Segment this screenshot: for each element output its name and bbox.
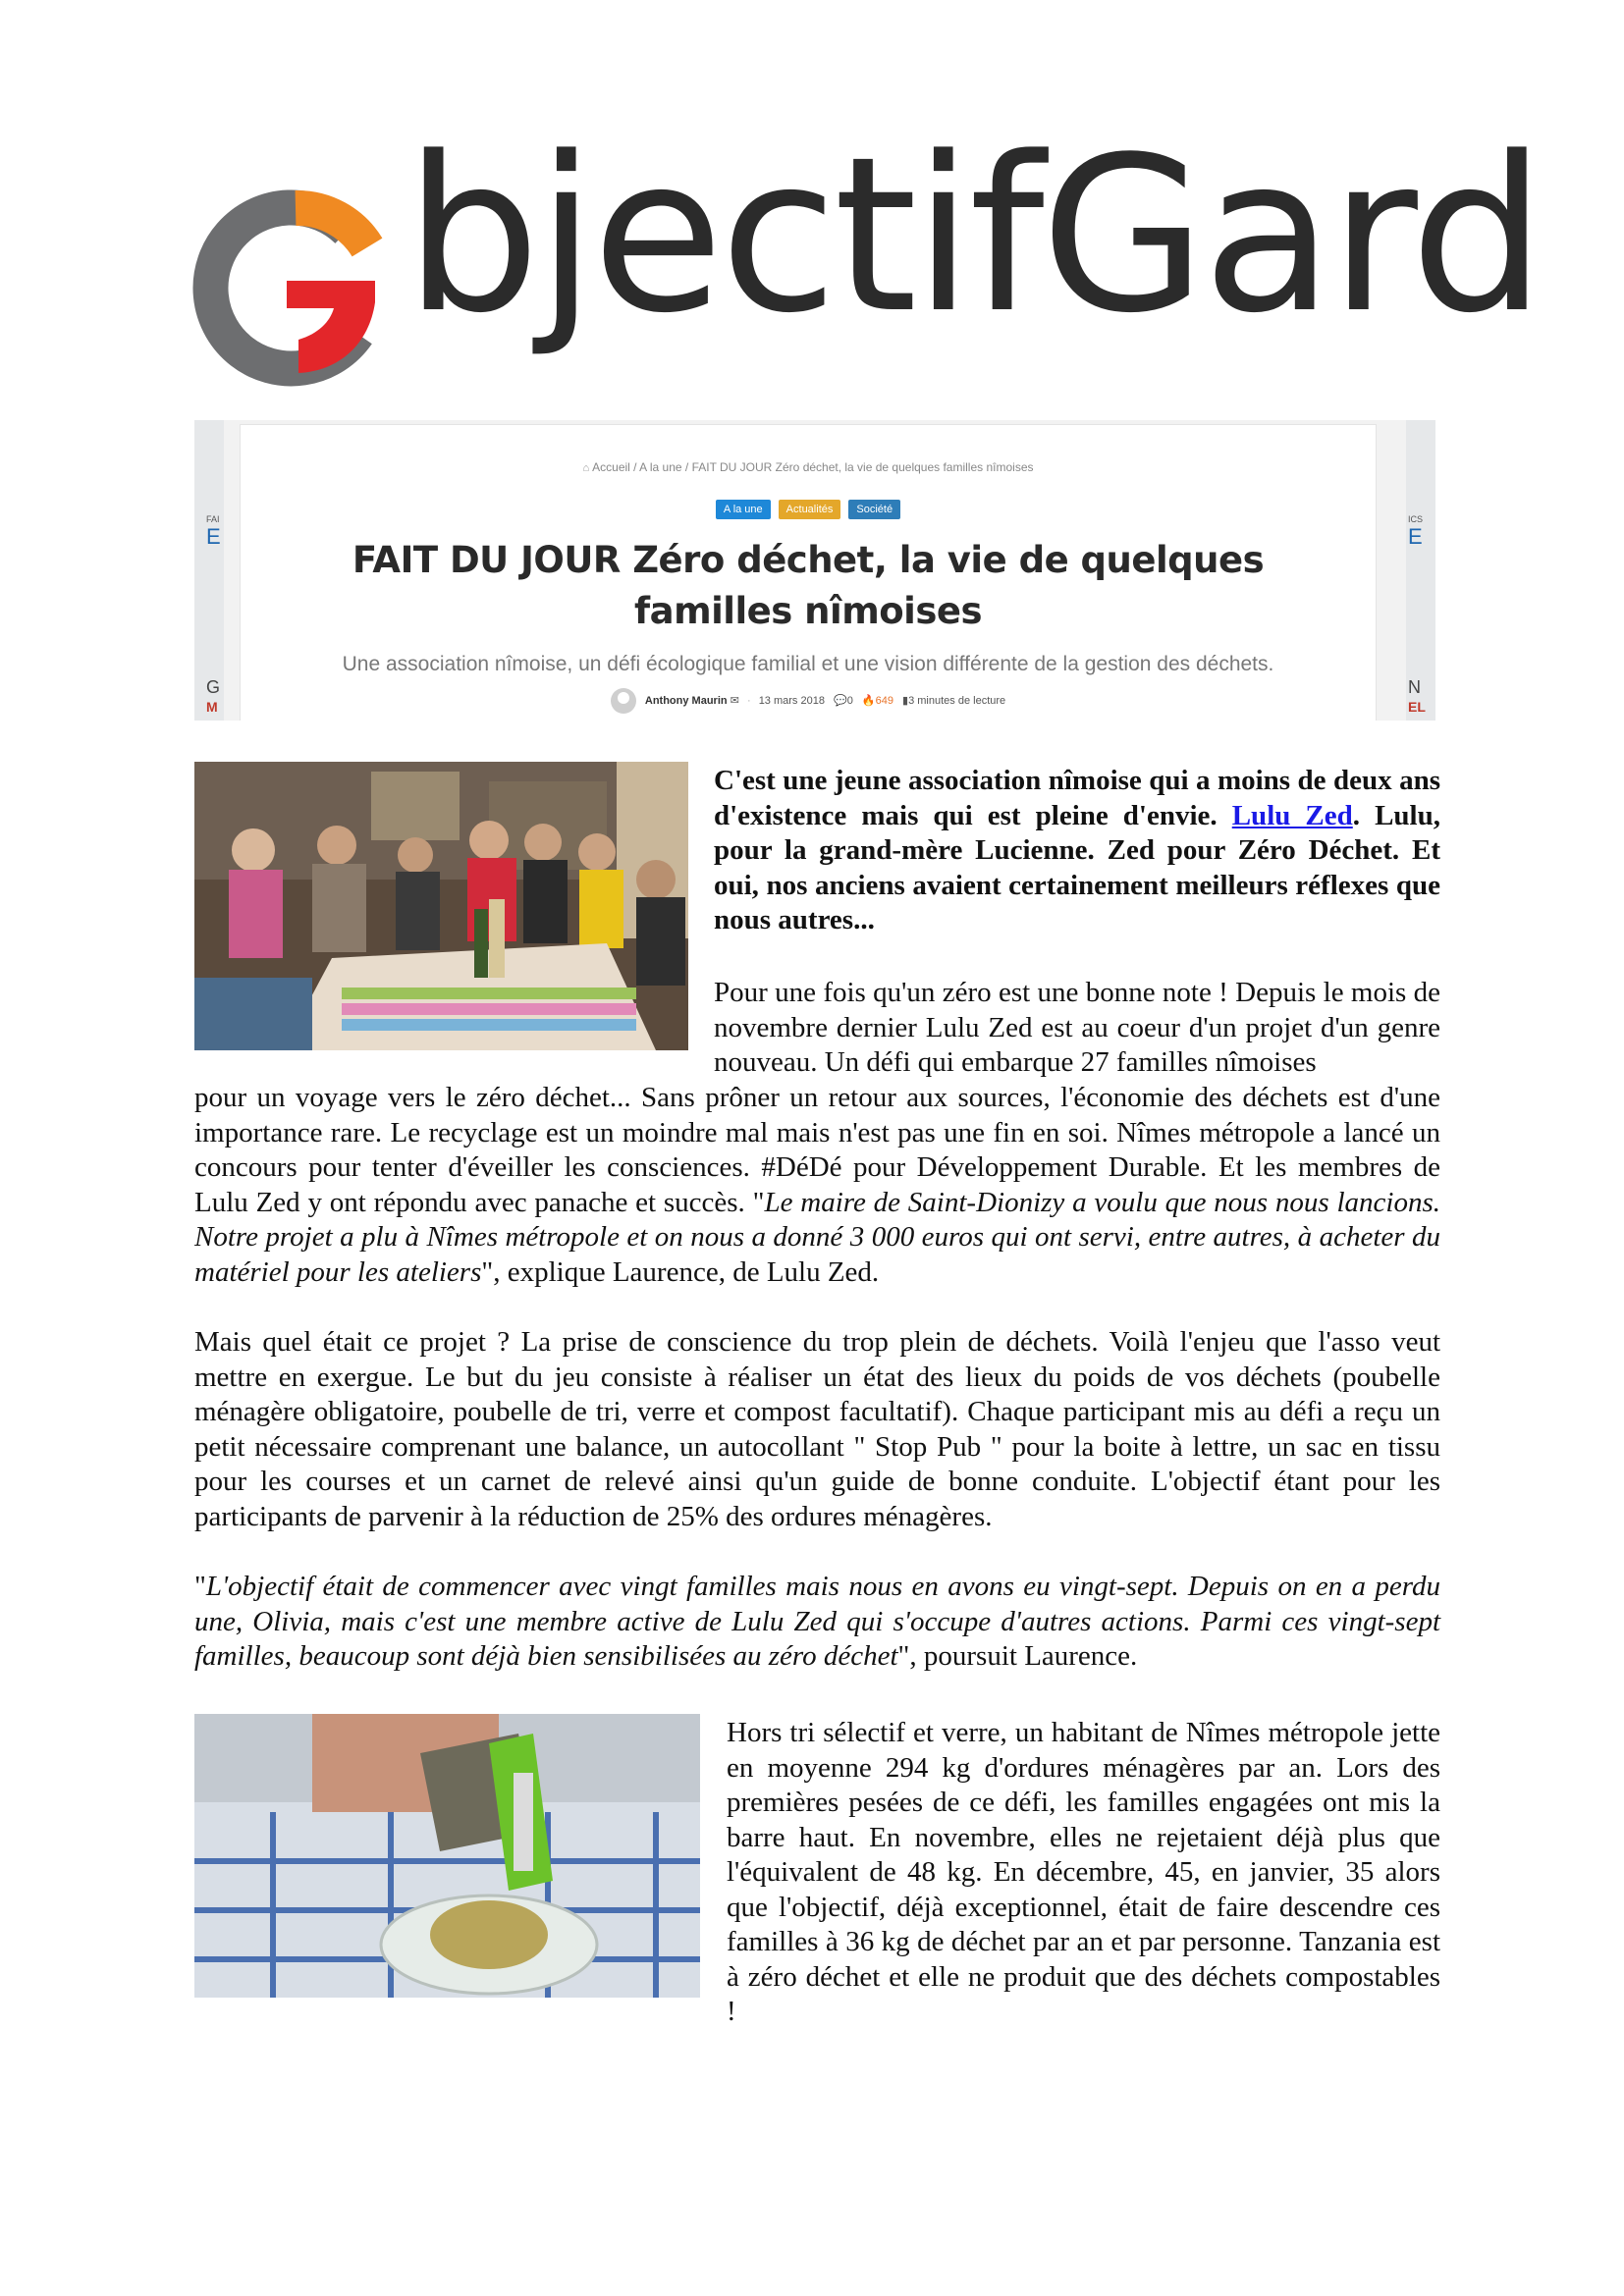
paragraph-2-end: ", explique Laurence, de Lulu Zed. <box>481 1255 880 1288</box>
tag-societe[interactable]: Société <box>848 500 900 519</box>
grating-image <box>194 1714 700 1998</box>
meta-separator: · <box>746 694 751 707</box>
paragraph-2-top-text: Pour une fois qu'un zéro est une bonne note ! Depuis le mois de novembre dernier Lulu Zed est au coeur d'un projet d'un genre nouveau. Un défi qui embarque 27 familles nîmoises <box>714 977 1440 1078</box>
group-meeting-image <box>194 762 688 1050</box>
paragraph-2-top <box>714 976 1440 1081</box>
paragraph-5 <box>727 1716 1440 2030</box>
view-count: 649 <box>875 694 893 707</box>
tag-a-la-une[interactable]: A la une <box>716 500 771 519</box>
logo-wordmark: bjectifGard <box>405 112 1543 360</box>
paragraph-4-end: ", poursuit Laurence. <box>897 1640 1138 1672</box>
article-meta <box>241 688 1376 714</box>
mail-icon[interactable]: ✉ <box>730 694 739 707</box>
fire-icon: 🔥 <box>861 694 876 707</box>
category-tags <box>241 500 1376 519</box>
photo-grating <box>194 1714 700 1998</box>
paragraph-5-text: Hors tri sélectif et verre, un habitant de Nîmes métropole jette en moyenne 294 kg d'ordures ménagères par an. Lors des premières pesées de ce défi, les familles engagées ont mis la barre haut. En novembre, elles ne rejetaient déjà plus que l'équivalent de 48 kg. En décembre, 45, en janvier, 35 alors que l'objectif, déjà exceptionnel, était de faire descendre ces familles à 36 kg de déchet par an et par personne. Tanzania est à zéro déchet et elle ne produit que des déchets compostables ! <box>727 1717 1440 2027</box>
paragraph-2-text: pour un voyage vers le zéro déchet... Sans prôner un retour aux sources, l'économie des déchets est d'une importance rare. Le recyclage est un moindre mal mais n'est pas une fin en soi. Nîmes métropole a lancé un concours pour tenter d'éveiller les consciences. #DéDé pour Développement Durable. Et les membres de Lulu Zed y ont répondu avec panache et succès. " <box>194 1082 1440 1218</box>
objectifgard-logo <box>192 112 1543 393</box>
comment-count[interactable]: 0 <box>846 694 853 707</box>
article-title: FAIT DU JOUR Zéro déchet, la vie de quelques familles nîmoises <box>352 539 1265 632</box>
comment-icon: 💬 <box>834 694 847 707</box>
article-header-card <box>240 424 1377 721</box>
left-side-strip: FAI E G M <box>194 420 224 721</box>
breadcrumb-section[interactable]: A la une <box>639 460 682 474</box>
tag-actualites[interactable]: Actualités <box>779 500 841 519</box>
home-icon: ⌂ <box>582 462 590 474</box>
breadcrumb: ⌂ Accueil / A la une / FAIT DU JOUR Zéro déchet, la vie de quelques familles nîmoises <box>582 460 1034 474</box>
publish-date: 13 mars 2018 <box>758 694 825 707</box>
intro-text-end: . Lulu, pour la grand-mère Lucienne. Zed pour Zéro Déchet. Et oui, nos anciens avaient certainement meilleurs réflexes que nous autres... <box>714 799 1440 935</box>
intro-text-start: C'est une jeune association nîmoise qui a moins de deux ans d'existence mais qui est pleine d'envie. <box>714 765 1440 831</box>
author-name[interactable]: Anthony Maurin <box>644 694 728 707</box>
right-side-strip: ICS E N EL <box>1406 420 1435 721</box>
read-time: 3 minutes de lecture <box>908 694 1006 707</box>
paragraph-2 <box>194 1081 1440 1290</box>
laurence-quote: L'objectif était de commencer avec vingt familles mais nous en avons eu vingt-sept. Depuis on en a perdu une, Olivia, mais c'est une membre active de Lulu Zed qui s'occupe d'autres actions. Parmi ces vingt-sept familles, beaucoup sont déjà bien sensibilisées au zéro déchet <box>194 1571 1440 1672</box>
article-web-capture <box>194 420 1435 721</box>
paragraph-4: "L'objectif était de commencer avec vingt familles mais nous en avons eu vingt-sept. Depuis on en a perdu une, Olivia, mais c'est une membre active de Lulu Zed qui s'occupe d'autres actions. Parmi ces vingt-sept familles, beaucoup sont déjà bien sensibilisées au zéro déchet", poursuit Laurence. <box>194 1571 1440 1672</box>
bookmark-icon: ▮ <box>902 694 909 707</box>
breadcrumb-current: FAIT DU JOUR Zéro déchet, la vie de quelques familles nîmoises <box>691 460 1034 474</box>
breadcrumb-home[interactable]: Accueil <box>592 460 630 474</box>
article-intro <box>714 764 1440 938</box>
mayor-quote: Le maire de Saint-Dionizy a voulu que nous nous lancions. Notre projet a plu à Nîmes métropole et on nous a donné 3 000 euros qui ont servi, entre autres, à acheter du matériel pour les ateliers <box>194 1186 1440 1288</box>
photo-group-meeting <box>194 762 688 1050</box>
author-avatar[interactable] <box>611 688 636 714</box>
paragraph-3 <box>194 1325 1440 1534</box>
article-subtitle: Une association nîmoise, un défi écologique familial et une vision différente de la gestion des déchets. <box>342 653 1274 675</box>
lulu-zed-link[interactable]: Lulu Zed <box>1231 799 1353 831</box>
objectifgard-logo-mark <box>192 187 399 393</box>
paragraph-3-text: Mais quel était ce projet ? La prise de conscience du trop plein de déchets. Voilà l'enjeu que l'asso veut mettre en exergue. Le but du jeu consiste à réaliser un état des lieux du poids de vos déchets (poubelle ménagère obligatoire, poubelle de tri, verre et compost facultatif). Chaque participant mis au défi a reçu un petit nécessaire comprenant une balance, un autocollant " Stop Pub " pour la boite à lettre, un sac en tissu pour les courses et un carnet de relevé ainsi qu'un guide de bonne conduite. L'objectif étant pour les participants de parvenir à la réduction de 25% des ordures ménagères. <box>194 1326 1440 1532</box>
